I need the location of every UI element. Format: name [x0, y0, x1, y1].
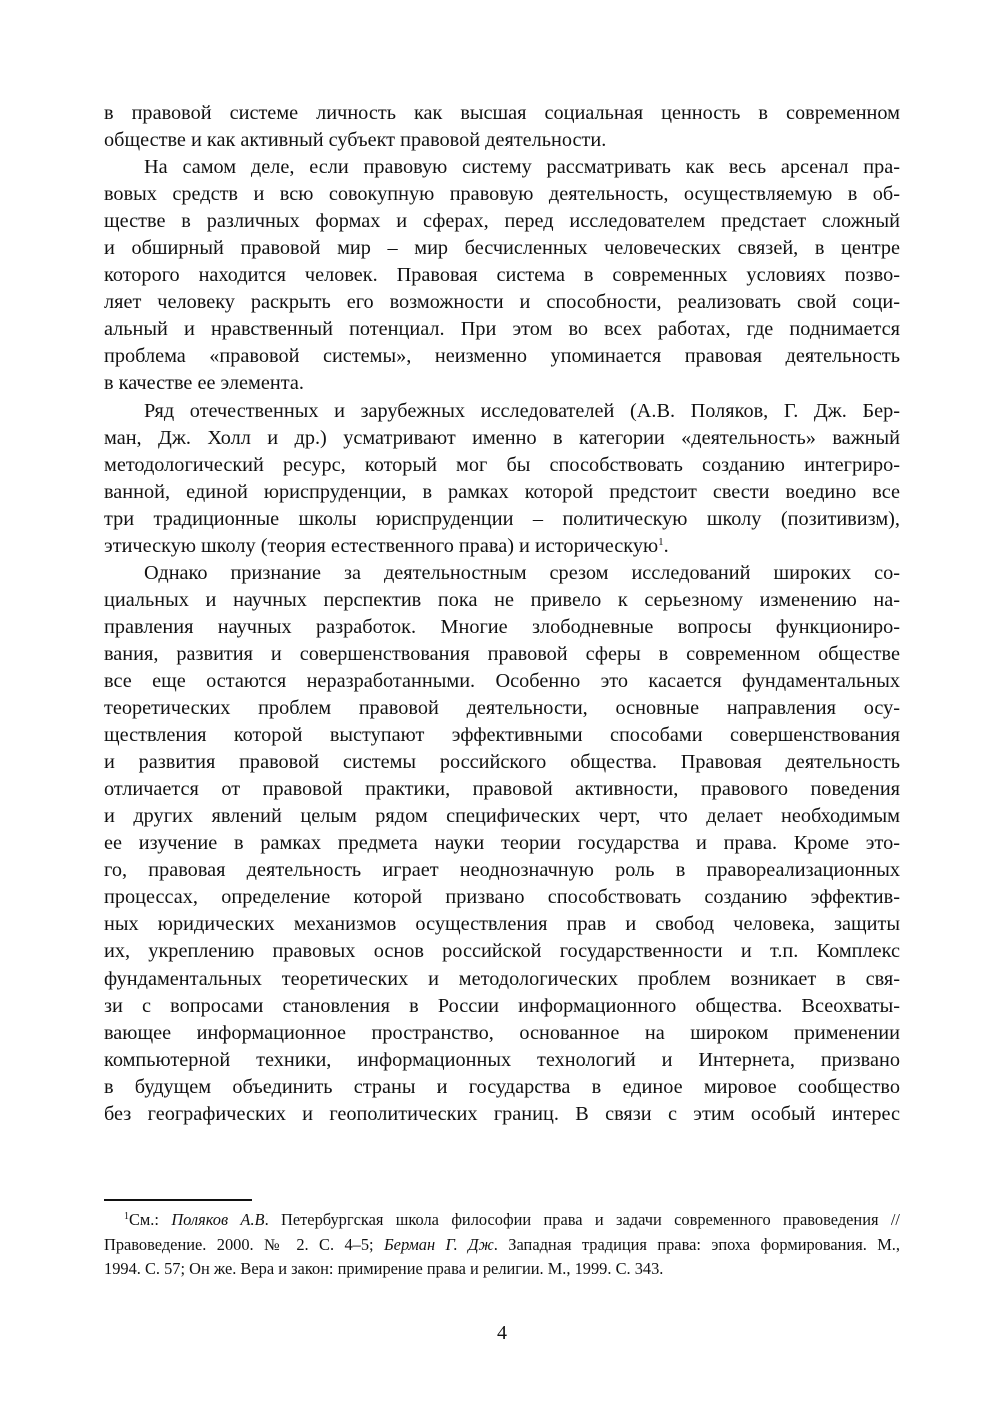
- line-text: го, правовая деятельность играет неоднозначную роль в правореализационных: [104, 859, 900, 882]
- text-line: [104, 668, 900, 695]
- paragraph: [104, 154, 900, 397]
- text-line: [104, 911, 900, 938]
- text-line: [104, 425, 900, 452]
- text-line: [104, 127, 900, 154]
- line-text: процессах, определение которой призвано способствовать созданию эффектив-: [104, 886, 900, 909]
- footnote-author: Поляков А.В: [171, 1210, 265, 1229]
- text-line: [104, 560, 900, 587]
- text-line: [104, 262, 900, 289]
- text-line: [104, 208, 900, 235]
- line-text: в будущем объединить страны и государства в единое мировое сообщество: [104, 1075, 900, 1098]
- text-line: [104, 803, 900, 830]
- line-text: ее изучение в рамках предмета науки теории государства и права. Кроме это-: [104, 832, 900, 855]
- text-line: [104, 749, 900, 776]
- text-line: [104, 587, 900, 614]
- text-line: [104, 1047, 900, 1074]
- text-line: [104, 857, 900, 884]
- text-line: [104, 1074, 900, 1101]
- text-line: [104, 1101, 900, 1128]
- line-text: все еще остаются неразработанными. Особенно это касается фундаментальных: [104, 669, 900, 692]
- line-text: ных юридических механизмов осуществления прав и свобод человека, защиты: [104, 913, 900, 936]
- text-line: [104, 154, 900, 181]
- text-line: [104, 1020, 900, 1047]
- line-text: ществе в различных формах и сферах, перед исследователем предстает сложный: [104, 210, 900, 233]
- line-text: Ряд отечественных и зарубежных исследователей (А.В. Поляков, Г. Дж. Бер-: [144, 399, 900, 422]
- paragraph: [104, 100, 900, 154]
- text-line: [104, 614, 900, 641]
- text-line: [104, 641, 900, 668]
- footnote-text: См.:: [129, 1210, 172, 1229]
- line-text: три традиционные школы юриспруденции – политическую школу (позитивизм),: [104, 507, 900, 530]
- line-text: этическую школу (теория естественного права) и историческую: [104, 534, 659, 557]
- text-line: [104, 479, 900, 506]
- text-line: [104, 938, 900, 965]
- text-line: [104, 695, 900, 722]
- line-text: и других явлений целым рядом специфических черт, что делает необходимым: [104, 805, 900, 828]
- footnote-author: Берман Г. Дж: [384, 1234, 494, 1254]
- line-text: правления научных разработок. Многие злободневные вопросы функциониро-: [104, 615, 900, 638]
- line-text: теоретических проблем правовой деятельности, основные направления осу-: [104, 697, 900, 720]
- paragraph: [104, 560, 900, 1128]
- text-line: [104, 100, 900, 127]
- line-text: их, укреплению правовых основ российской государственности и т.п. Комплекс: [104, 940, 900, 963]
- footnote-line: 1994. С. 57; Он же. Вера и закон: примирение права и религии. М., 1999. С. 343.: [104, 1259, 664, 1278]
- line-text: в качестве ее элемента.: [104, 372, 304, 395]
- text-line: [104, 533, 900, 560]
- line-text: компьютерной техники, информационных технологий и Интернета, призвано: [104, 1048, 900, 1071]
- line-text: .: [663, 534, 669, 557]
- line-text: вания, развития и совершенствования правовой сферы в современном обществе: [104, 642, 900, 665]
- line-text: циальных и научных перспектив пока не привело к серьезному изменению на-: [104, 588, 900, 611]
- text-line: [104, 343, 900, 370]
- line-text: зи с вопросами становления в России информационного общества. Всеохваты-: [104, 994, 900, 1017]
- text-line: [104, 316, 900, 343]
- text-line: [104, 235, 900, 262]
- line-text: обществе и как активный субъект правовой деятельности.: [104, 129, 607, 152]
- body-text: [104, 100, 900, 1128]
- text-line: [104, 722, 900, 749]
- line-text: вающее информационное пространство, основанное на широком применении: [104, 1021, 900, 1044]
- text-line: [104, 506, 900, 533]
- text-line: [104, 289, 900, 316]
- line-text: На самом деле, если правовую систему рассматривать как весь арсенал пра-: [144, 156, 900, 179]
- line-text: вовых средств и всю совокупную правовую деятельность, осуществляемую в об-: [104, 183, 900, 206]
- line-text: которого находится человек. Правовая система в современных условиях позво-: [104, 264, 900, 287]
- text-line: [104, 993, 900, 1020]
- footnote-text: . Петербургская школа философии права и задачи современного правоведения //: [264, 1210, 900, 1229]
- footnote-line: [104, 1208, 900, 1233]
- line-text: отличается от правовой практики, правовой активности, правового поведения: [104, 778, 900, 801]
- line-text: проблема «правовой системы», неизменно упоминается правовая деятельность: [104, 345, 900, 368]
- text-line: [104, 398, 900, 425]
- line-text: ляет человеку раскрыть его возможности и способности, реализовать свой соци-: [104, 291, 900, 314]
- line-text: в правовой системе личность как высшая социальная ценность в современном: [104, 102, 900, 124]
- footnote: [104, 1208, 900, 1282]
- page-number: 4: [497, 1322, 507, 1344]
- line-text: и обширный правовой мир – мир бесчисленных человеческих связей, в центре: [104, 237, 900, 260]
- line-text: методологический ресурс, который мог бы способствовать созданию интегриро-: [104, 453, 900, 476]
- footnote-separator: [104, 1199, 252, 1201]
- text-line: [104, 776, 900, 803]
- line-text: ванной, единой юриспруденции, в рамках которой предстоит свести воедино все: [104, 480, 900, 503]
- line-text: альный и нравственный потенциал. При этом во всех работах, где поднимается: [104, 318, 900, 341]
- paragraph: [104, 398, 900, 560]
- text-line: [104, 452, 900, 479]
- text-line: [104, 830, 900, 857]
- footnote-reference[interactable]: 1: [658, 535, 664, 548]
- text-line: [104, 181, 900, 208]
- footnote-line: [104, 1233, 900, 1258]
- line-text: фундаментальных теоретических и методологических проблем возникает в свя-: [104, 967, 900, 990]
- line-text: ман, Дж. Холл и др.) усматривают именно в категории «деятельность» важный: [104, 426, 900, 449]
- line-text: Однако признание за деятельностным срезом исследований широких со-: [144, 561, 900, 584]
- text-line: [104, 884, 900, 911]
- footnote-text: Правоведение. 2000. № 2. С. 4–5;: [104, 1234, 385, 1254]
- text-line: [104, 370, 900, 397]
- line-text: и развития правовой системы российского общества. Правовая деятельность: [104, 751, 900, 774]
- line-text: без географических и геополитических границ. В связи с этим особый интерес: [104, 1102, 900, 1125]
- text-line: [104, 966, 900, 993]
- footnote-number: 1: [124, 1211, 129, 1222]
- footnote-text: . Западная традиция права: эпоха формирования. М.,: [493, 1234, 900, 1254]
- line-text: ществления которой выступают эффективными способами совершенствования: [104, 724, 900, 747]
